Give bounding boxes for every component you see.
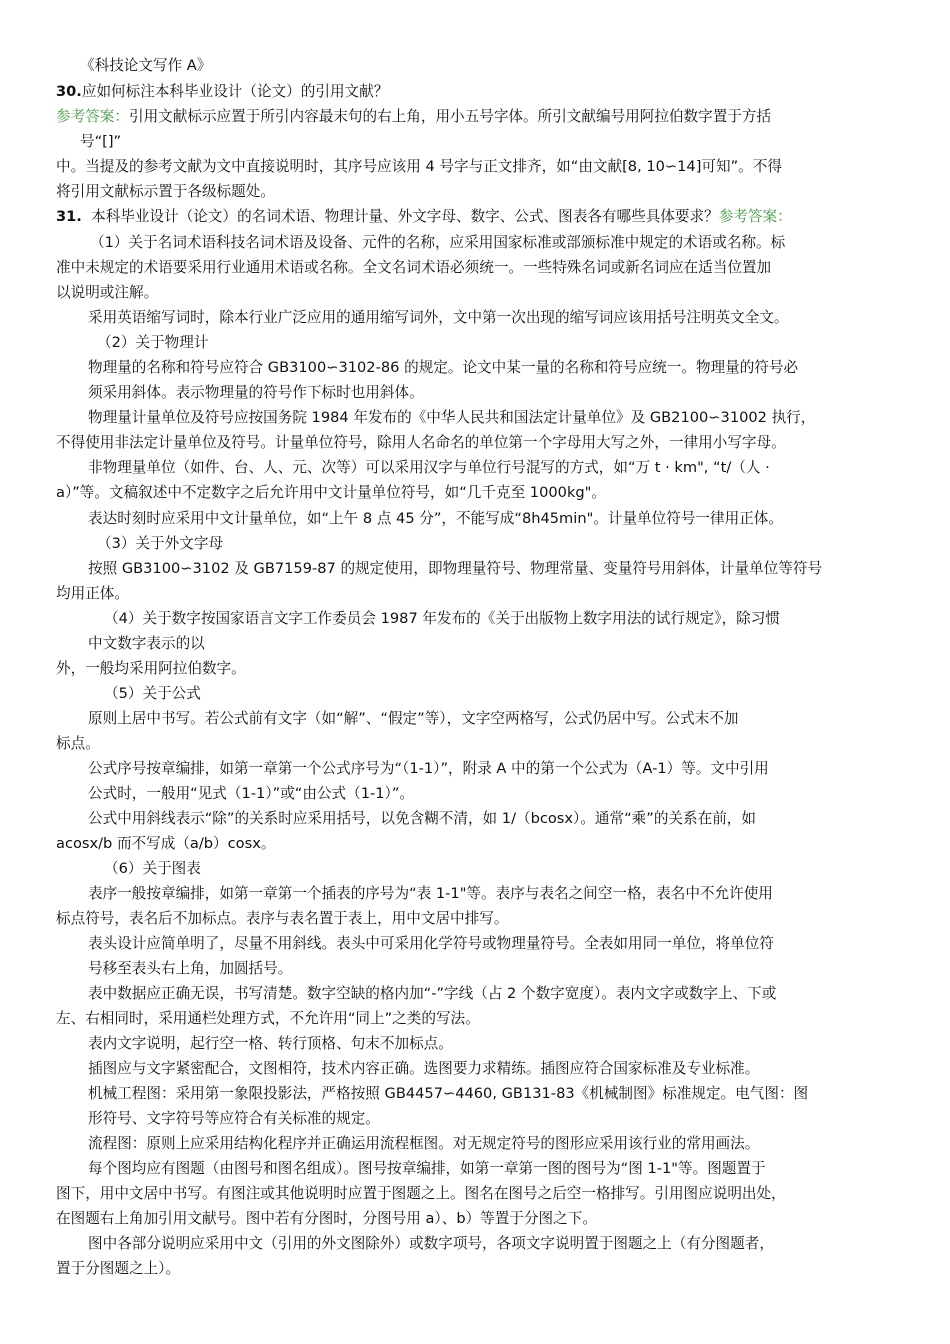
section-heading: （4）关于数字按国家语言文字工作委员会 1987 年发布的《关于出版物上数字用法的试行规定》，除习惯 [104,610,780,627]
answer-line: 图中各部分说明应采用中文（引用的外文图除外）或数字项号，各项文字说明置于图题之上（有分图题者， [88,1235,774,1252]
answer-line: 在图题右上角加引用文献号。图中若有分图时，分图号用 a）、b）等置于分图之下。 [56,1210,597,1227]
answer-line: 表中数据应正确无误，书写清楚。数字空缺的格内加“-”字线（占 2 个数字宽度）。表内文字或数字上、下或 [88,985,777,1002]
answer-label: 参考答案： [56,108,129,125]
answer-line: 机械工程图：采用第一象限投影法，严格按照 GB4457∽4460, GB131-83《机械制图》标准规定。电气图：图 [88,1085,809,1102]
answer-line: 物理量的名称和符号应符合 GB3100∽3102-86 的规定。论文中某一量的名称和符号应统一。物理量的符号必 [88,359,799,376]
question-30 [56,81,388,102]
section-heading: （2）关于物理计 [97,334,209,351]
answer-line: 均用正体。 [56,585,129,602]
answer-line: 准中未规定的术语要采用行业通用术语或名称。全文名词术语必须统一。一些特殊名词或新名词应在适当位置加 [56,259,772,276]
answer-line: 形符号、文字符号等应符合有关标准的规定。 [88,1110,380,1127]
answer-label: 参考答案： [718,208,792,225]
question-text: 本科毕业设计（论文）的名词术语、物理计量、外文字母、数字、公式、图表各有哪些具体要求？ [91,208,719,225]
answer-line: 原则上居中书写。若公式前有文字（如“解”、“假定”等），文字空两格写，公式仍居中写。公式末不加 [88,710,739,727]
answer-line: 以说明或注解。 [56,284,159,301]
section-heading: （5）关于公式 [104,685,201,702]
answer-line: 公式中用斜线表示“除”的关系时应采用括号，以免含糊不清，如 1/（bcosx）。通常“乘”的关系在前，如 [88,810,756,827]
answer-line: 不得使用非法定计量单位及符号。计量单位符号，除用人名命名的单位第一个字母用大写之外，一律用小写字母。 [56,434,786,451]
answer-line: a）”等。文稿叙述中不定数字之后允许用中文计量单位符号，如“几千克至 1000kg"。 [56,484,606,501]
answer-text: 引用文献标示应置于所引内容最末句的右上角，用小五号字体。所引文献编号用阿拉伯数字置于方括 [128,108,772,125]
answer-line: 标点。 [56,735,100,752]
answer-line: 公式时，一般用“见式（1-1）”或“由公式（1-1）”。 [88,785,415,802]
answer-line: 流程图：原则上应采用结构化程序并正确运用流程框图。对无规定符号的图形应采用该行业的常用画法。 [88,1135,760,1152]
answer-line: 中文数字表示的以 [88,635,205,652]
answer-line: 插图应与文字紧密配合，文图相符，技术内容正确。选图要力求精练。插图应符合国家标准及专业标准。 [88,1060,760,1077]
answer-line: 采用英语缩写词时，除本行业广泛应用的通用缩写词外，文中第一次出现的缩写词应该用括号注明英文全文。 [88,309,789,326]
answer-line: （1）关于名词术语科技名词术语及设备、元件的名称，应采用国家标准或部颁标准中规定的术语或名称。标 [90,234,786,251]
section-heading: （6）关于图表 [104,860,201,877]
answer-line: 图下，用中文居中书写。有图注或其他说明时应置于图题之上。图名在图号之后空一格排写。引用图应说明出处， [56,1185,786,1202]
answer-line: 表头设计应简单明了，尽量不用斜线。表头中可采用化学符号或物理量符号。全表如用同一单位，将单位符 [88,935,774,952]
answer-30-line [56,106,771,127]
answer-30-line: 中。当提及的参考文献为文中直接说明时，其序号应该用 4 号字与正文排齐，如“由文献[8, 10∽14]可知”。不得 [56,158,782,175]
answer-line: 表序一般按章编排，如第一章第一个插表的序号为“表 1-1"等。表序与表名之间空一格，表名中不允许使用 [88,885,773,902]
answer-line: 左、右相同时，采用通栏处理方式，不允许用“同上”之类的写法。 [56,1010,480,1027]
document-title: 《科技论文写作 A》 [80,57,212,74]
answer-line: 外，一般均采用阿拉伯数字。 [56,660,246,677]
answer-30-line: 将引用文献标示置于各级标题处。 [56,183,275,200]
answer-line: 按照 GB3100∽3102 及 GB7159-87 的规定使用，即物理量符号、物理常量、变量符号用斜体，计量单位等符号 [88,560,823,577]
answer-line: 每个图均应有图题（由图号和图名组成）。图号按章编排，如第一章第一图的图号为“图 1-1"等。图题置于 [88,1160,766,1177]
answer-line: 置于分图题之上）。 [56,1260,181,1277]
answer-line: 物理量计量单位及符号应按国务院 1984 年发布的《中华人民共和国法定计量单位》及 GB2100∽31002 执行， [88,409,816,426]
answer-line: 非物理量单位（如件、台、人、元、次等）可以采用汉字与单位行号混写的方式，如“万 t · km", “t/（人 · [88,459,770,476]
answer-line: 表达时刻时应采用中文计量单位，如“上午 8 点 45 分”，不能写成“8h45min"。计量单位符号一律用正体。 [88,510,783,527]
answer-line: 公式序号按章编排，如第一章第一个公式序号为“（1-1）”，附录 A 中的第一个公式为（A-1）等。文中引用 [88,760,769,777]
answer-line: 表内文字说明，起行空一格、转行顶格、句末不加标点。 [88,1035,453,1052]
question-number: 31. [56,208,82,225]
answer-30-line: 号“[]” [80,133,122,150]
question-31 [56,206,792,227]
question-text: 应如何标注本科毕业设计（论文）的引用文献？ [81,83,389,100]
answer-line: acosx/b 而不写成（a/b）cosx。 [56,835,276,852]
answer-line: 号移至表头右上角，加圆括号。 [88,960,293,977]
answer-line: 标点符号，表名后不加标点。表序与表名置于表上，用中文居中排写。 [56,910,509,927]
question-number: 30. [56,83,82,100]
section-heading: （3）关于外文字母 [97,535,224,552]
answer-line: 须采用斜体。表示物理量的符号作下标时也用斜体。 [88,384,424,401]
